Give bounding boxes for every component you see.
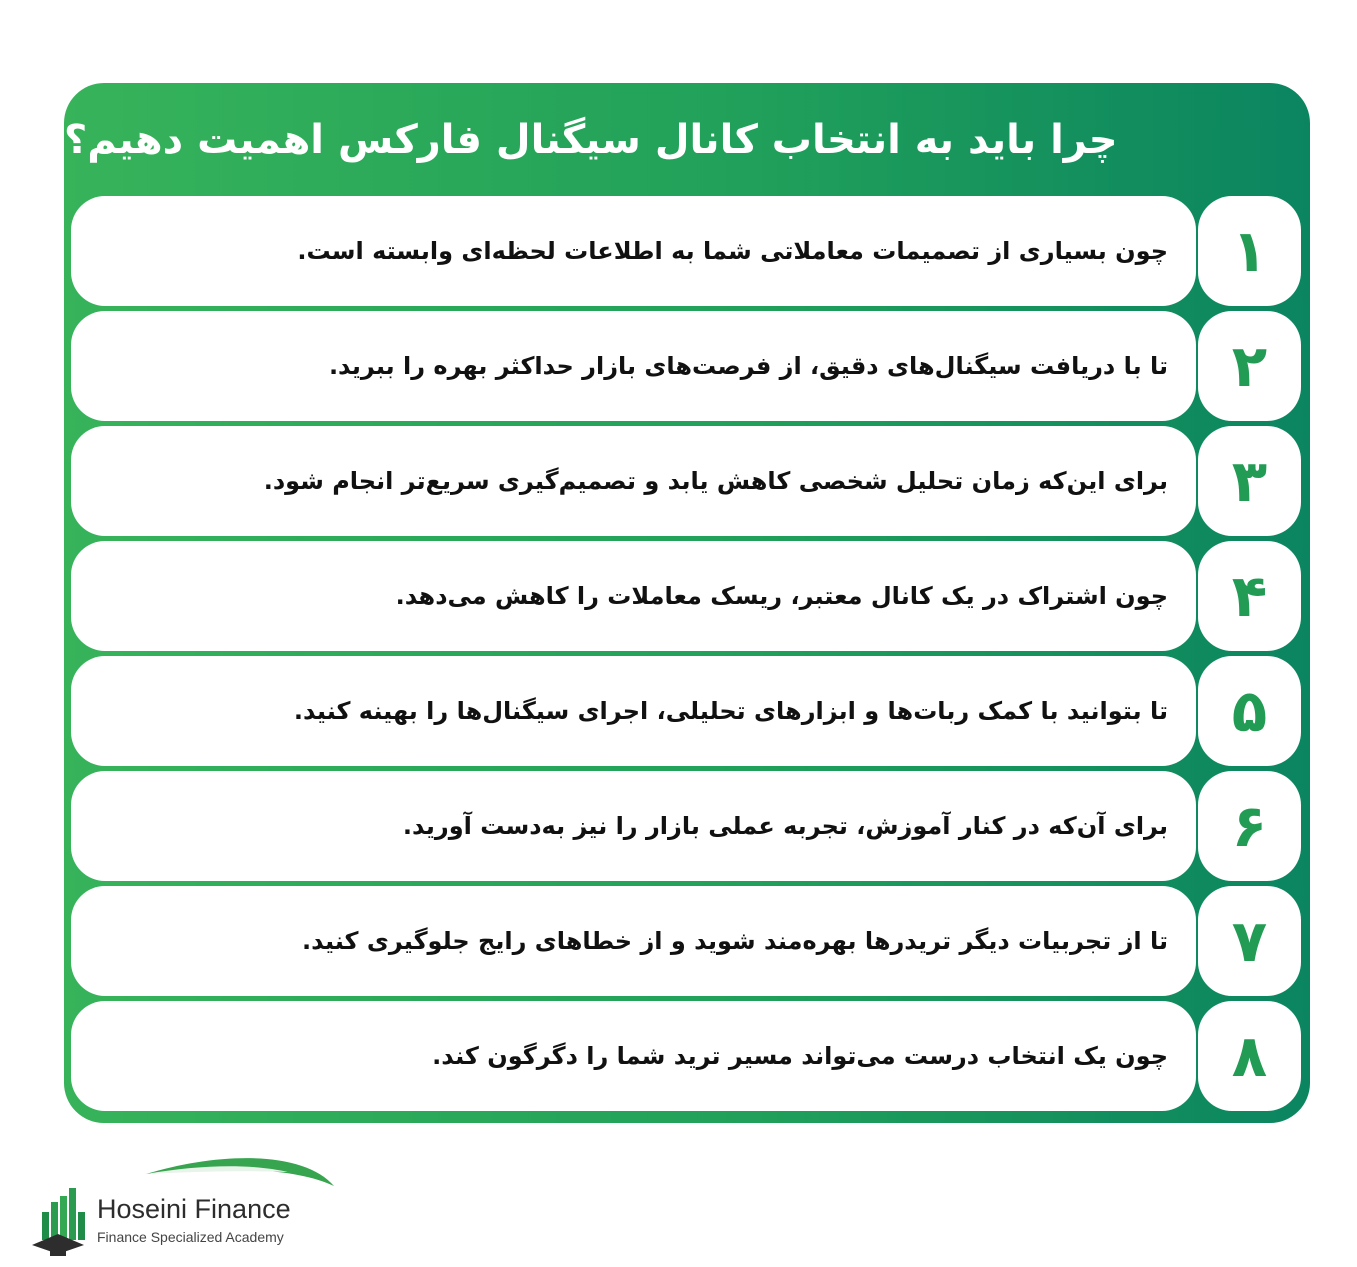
brand-name: Hoseini Finance	[97, 1194, 291, 1224]
list-item	[71, 196, 1301, 306]
item-text: تا با دریافت سیگنال‌های دقیق، از فرصت‌های بازار حداکثر بهره را ببرید.	[71, 311, 1196, 421]
list-item	[71, 426, 1301, 536]
item-number: ۸	[1198, 1001, 1301, 1111]
card-title: چرا باید به انتخاب کانال سیگنال فارکس اهمیت دهیم؟	[64, 116, 1118, 163]
item-number: ۷	[1198, 886, 1301, 996]
item-text: چون بسیاری از تصمیمات معاملاتی شما به اطلاعات لحظه‌ای وابسته است.	[71, 196, 1196, 306]
brand-tagline: Finance Specialized Academy	[97, 1229, 284, 1245]
item-text: چون یک انتخاب درست می‌تواند مسیر ترید شما را دگرگون کند.	[71, 1001, 1196, 1111]
list-item	[71, 656, 1301, 766]
item-text: چون اشتراک در یک کانال معتبر، ریسک معاملات را کاهش می‌دهد.	[71, 541, 1196, 651]
list-item	[71, 541, 1301, 651]
item-number: ۳	[1198, 426, 1301, 536]
signal-channel-card	[64, 83, 1310, 1123]
item-number: ۱	[1198, 196, 1301, 306]
item-text: برای این‌که زمان تحلیل شخصی کاهش یابد و تصمیم‌گیری سریع‌تر انجام شود.	[71, 426, 1196, 536]
item-number: ۴	[1198, 541, 1301, 651]
list-item	[71, 886, 1301, 996]
item-number: ۲	[1198, 311, 1301, 421]
list-item	[71, 771, 1301, 881]
list-item	[71, 311, 1301, 421]
item-number: ۵	[1198, 656, 1301, 766]
item-text: تا از تجربیات دیگر تریدرها بهره‌مند شوید و از خطاهای رایج جلوگیری کنید.	[71, 886, 1196, 996]
item-text: برای آن‌که در کنار آموزش، تجربه عملی بازار را نیز به‌دست آورید.	[71, 771, 1196, 881]
brand-logo	[28, 1150, 348, 1260]
item-text: تا بتوانید با کمک ربات‌ها و ابزارهای تحلیلی، اجرای سیگنال‌ها را بهینه کنید.	[71, 656, 1196, 766]
list-item	[71, 1001, 1301, 1111]
item-number: ۶	[1198, 771, 1301, 881]
